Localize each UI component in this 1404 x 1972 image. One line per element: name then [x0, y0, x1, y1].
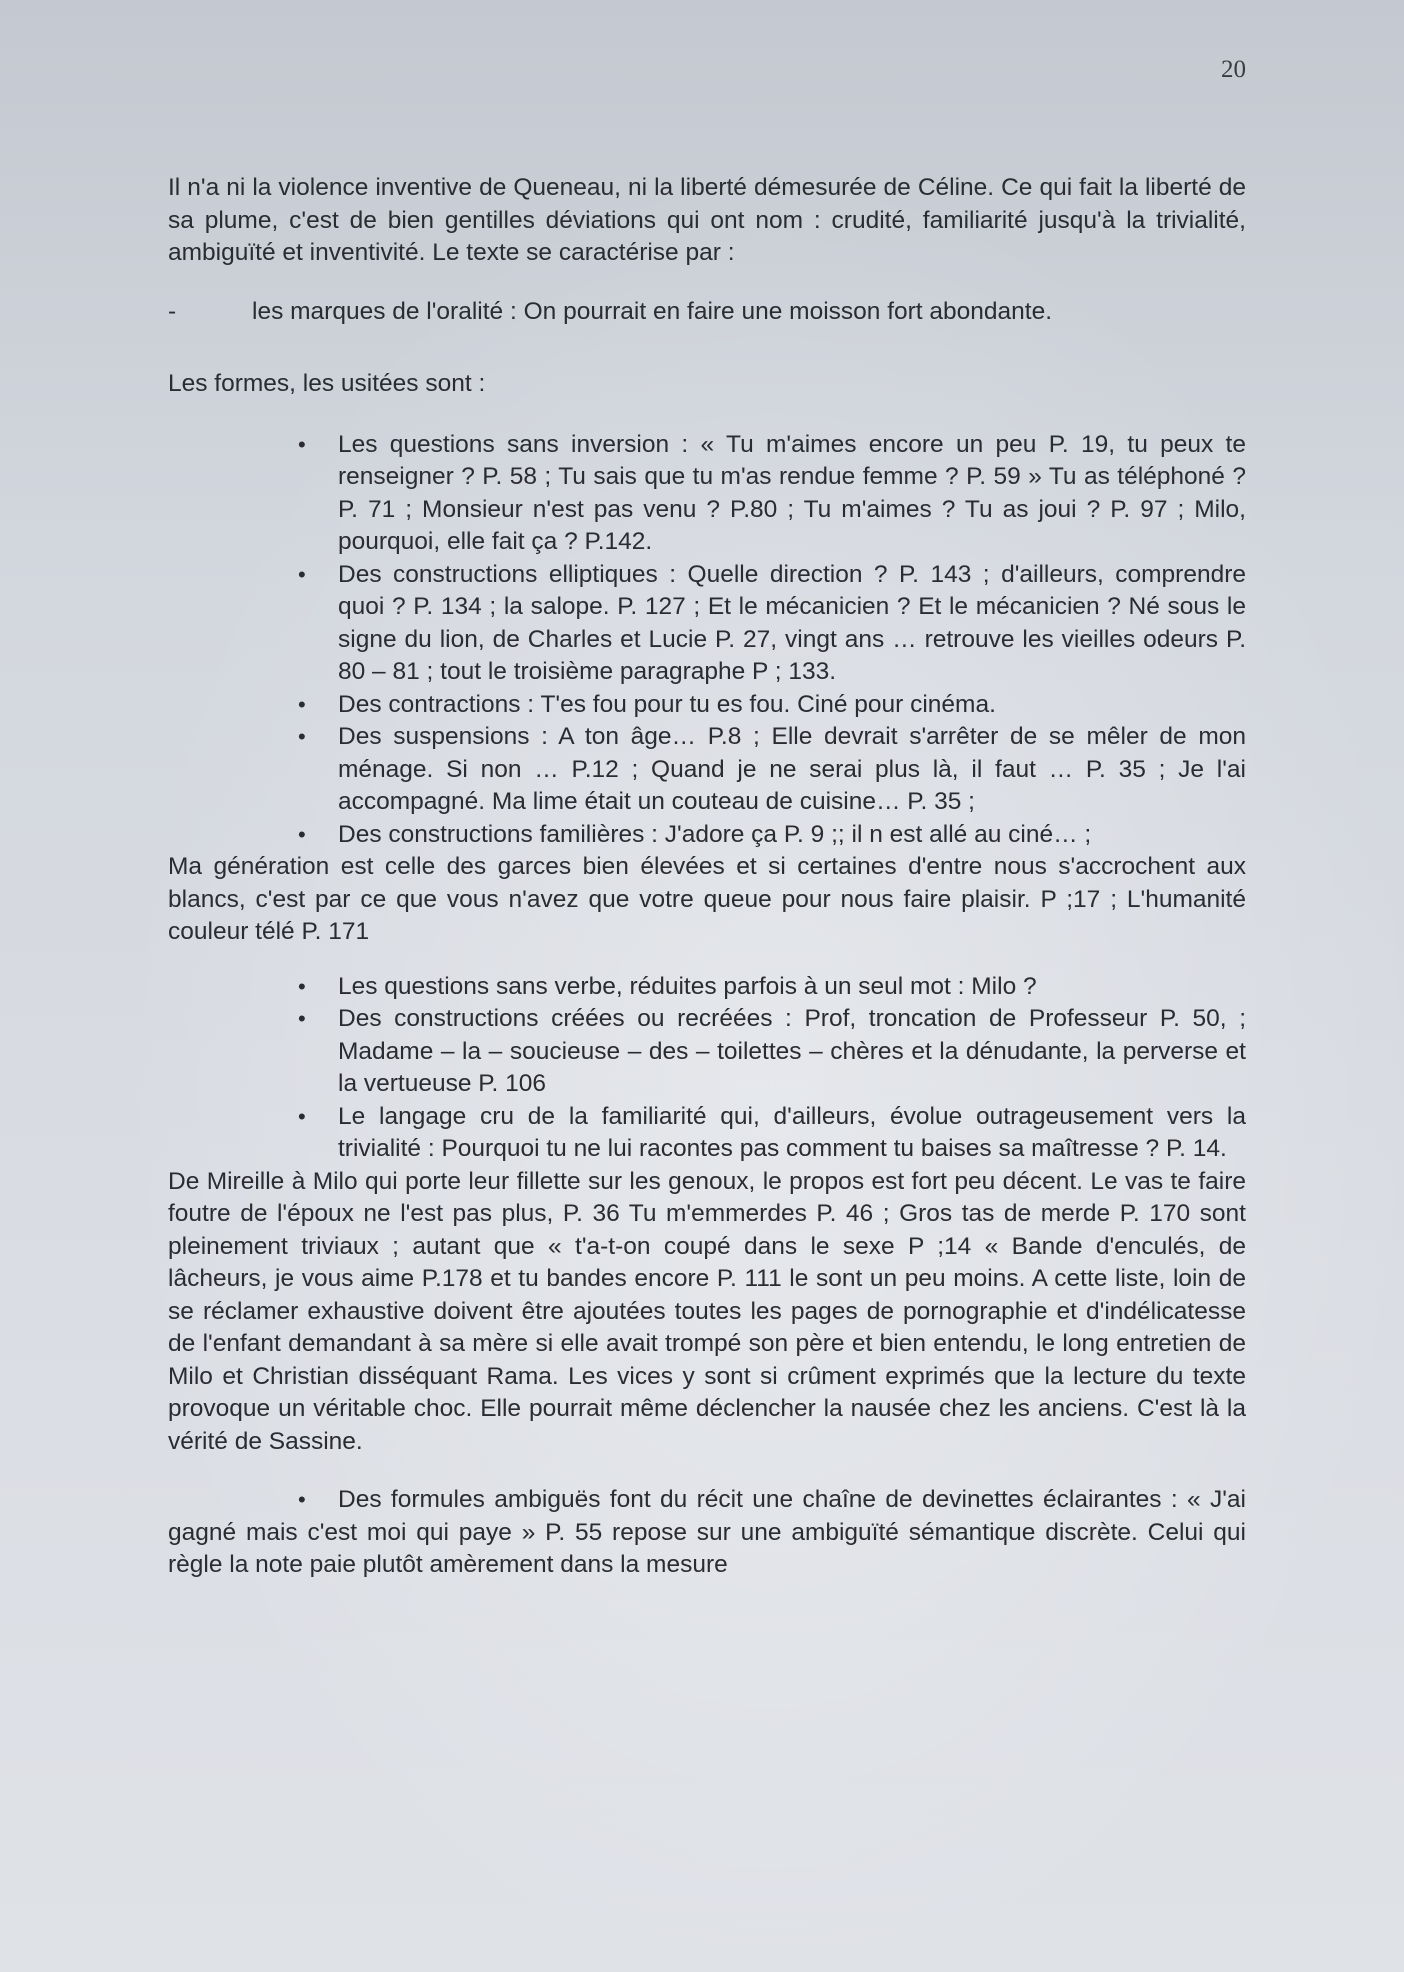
- page-number: 20: [1221, 56, 1246, 83]
- dash-bullet: -: [168, 297, 177, 325]
- mireille-paragraph: De Mireille à Milo qui porte leur fillette sur les genoux, le propos est fort peu décent. Le vas te faire foutre de l'époux ne l'est pas plus, P. 36 Tu m'emmerdes P. 46 ; Gros tas de merde P. 170 sont pleinement triviaux ; autant que « t'a-t-on coupé dans le sexe P ;14 « Bande d'enculés, de lâcheurs, je vous aime P.178 et tu bandes encore P. 111 le sont un peu moins. A cette liste, loin de se réclamer exhaustive doivent être ajoutées toutes les pages de pornographie et d'indélicatesse de l'enfant demandant à sa mère si elle avait trompé son père et bien entendu, le long entretien de Milo et Christian disséquant Rama. Les vices y sont si crûment exprimés que la lecture du texte provoque un véritable choc. Elle pourrait même déclencher la nausée chez les anciens. C'est là la vérité de Sassine.: [168, 1167, 1246, 1455]
- list-item: • Des contractions : T'es fou pour tu es fou. Ciné pour cinéma.: [338, 689, 1246, 722]
- oralite-bullet-list: [168, 429, 1246, 852]
- formules-text: Des formules ambiguës font du récit une chaîne de devinettes éclairantes : « J'ai gagné mais c'est moi qui paye » P. 55 repose sur une ambiguïté sémantique discrète. Celui qui règle la note paie plutôt amèrement dans la mesure: [168, 1486, 1246, 1578]
- oralite-dash-item: [168, 296, 1246, 329]
- list-item: • Des constructions elliptiques : Quelle direction ? P. 143 ; d'ailleurs, comprendre quoi ? P. 134 ; la salope. P. 127 ; Et le mécanicien ? Et le mécanicien ? Né sous le signe du lion, de Charles et Lucie P. 27, vingt ans … retrouve les vieilles odeurs P. 80 – 81 ; tout le troisième paragraphe P ; 133.: [338, 559, 1246, 689]
- list-item: • Le langage cru de la familiarité qui, d'ailleurs, évolue outrageusement vers la trivialité : Pourquoi tu ne lui racontes pas comment tu baises sa maîtresse ? P. 14.: [338, 1101, 1246, 1166]
- familiarite-bullet-list: [168, 971, 1246, 1166]
- list-item: • Des constructions familières : J'adore ça P. 9 ;; il n est allé au ciné… ;: [338, 819, 1246, 852]
- intro-paragraph: Il n'a ni la violence inventive de Queneau, ni la liberté démesurée de Céline. Ce qui fait la liberté de sa plume, c'est de bien gentilles déviations qui ont nom : crudité, familiarité jusqu'à la trivialité, ambiguïté et inventivité. Le texte se caractérise par :: [168, 174, 1246, 266]
- list-item: • Des suspensions : A ton âge… P.8 ; Elle devrait s'arrêter de se mêler de mon ménage. Si non … P.12 ; Quand je ne serai plus là, il faut … P. 35 ; Je l'ai accompagné. Ma lime était un couteau de cuisine… P. 35 ;: [338, 721, 1246, 819]
- list-item: • Des constructions créées ou recréées : Prof, troncation de Professeur P. 50, ; Madame – la – soucieuse – des – toilettes – chères et la dénudante, la perverse et la vertueuse P. 106: [338, 1003, 1246, 1101]
- page-body: [168, 172, 1246, 1582]
- dash-item-text: les marques de l'oralité : On pourrait en faire une moisson fort abondante.: [252, 297, 1053, 325]
- formes-paragraph: Les formes, les usitées sont :: [168, 370, 486, 397]
- bullet-dot: •: [298, 1487, 306, 1512]
- generation-paragraph: Ma génération est celle des garces bien élevées et si certaines d'entre nous s'accrochent aux blancs, c'est par ce que vous n'avez que votre queue pour nous faire plaisir. P ;17 ; L'humanité couleur télé P. 171: [168, 853, 1246, 945]
- formules-paragraph: [168, 1484, 1246, 1582]
- list-item: • Les questions sans inversion : « Tu m'aimes encore un peu P. 19, tu peux te renseigner ? P. 58 ; Tu sais que tu m'as rendue femme ? P. 59 » Tu as téléphoné ? P. 71 ; Monsieur n'est pas venu ? P.80 ; Tu m'aimes ? Tu as joui ? P. 97 ; Milo, pourquoi, elle fait ça ? P.142.: [338, 429, 1246, 559]
- list-item: • Les questions sans verbe, réduites parfois à un seul mot : Milo ?: [338, 971, 1246, 1004]
